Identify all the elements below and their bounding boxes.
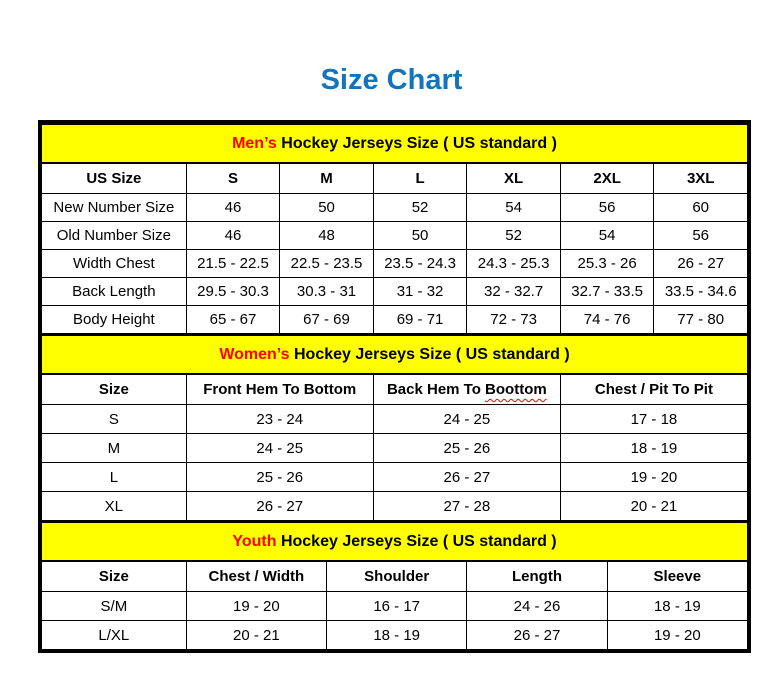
- table-cell: 30.3 - 31: [280, 278, 374, 306]
- table-cell: 19 - 20: [186, 592, 326, 621]
- column-header: M: [280, 163, 374, 194]
- column-header: S: [186, 163, 280, 194]
- table-cell: 48: [280, 222, 374, 250]
- mens-section-highlight: Men’s: [232, 134, 277, 152]
- mens-section-header: [42, 124, 748, 163]
- mens-section-title: Hockey Jerseys Size ( US standard ): [276, 134, 557, 152]
- youth-section-header: [42, 522, 748, 561]
- row-label: Body Height: [42, 306, 187, 334]
- table-cell: 54: [560, 222, 654, 250]
- row-label: L/XL: [42, 621, 187, 650]
- table-cell: 24 - 26: [467, 592, 607, 621]
- column-header-misspelled: [373, 374, 560, 405]
- table-cell: 26 - 27: [467, 621, 607, 650]
- womens-section-header: [42, 335, 748, 374]
- table-cell: 33.5 - 34.6: [654, 278, 748, 306]
- table-cell: 50: [280, 194, 374, 222]
- column-header: Chest / Width: [186, 561, 326, 592]
- table-cell: 17 - 18: [560, 405, 747, 434]
- table-cell: 20 - 21: [186, 621, 326, 650]
- table-cell: 60: [654, 194, 748, 222]
- table-cell: 21.5 - 22.5: [186, 250, 280, 278]
- misspelled-word: Boottom: [485, 381, 547, 398]
- table-cell: 18 - 19: [560, 434, 747, 463]
- youth-section-highlight: Youth: [232, 532, 277, 550]
- table-cell: 50: [373, 222, 467, 250]
- table-cell: 31 - 32: [373, 278, 467, 306]
- table-cell: 18 - 19: [607, 592, 747, 621]
- row-label: M: [42, 434, 187, 463]
- table-cell: 24 - 25: [186, 434, 373, 463]
- table-cell: 22.5 - 23.5: [280, 250, 374, 278]
- table-row: [42, 306, 748, 334]
- table-cell: 25.3 - 26: [560, 250, 654, 278]
- mens-size-table: [41, 123, 748, 334]
- column-header: Chest / Pit To Pit: [560, 374, 747, 405]
- column-header: Sleeve: [607, 561, 747, 592]
- table-cell: 74 - 76: [560, 306, 654, 334]
- table-cell: 27 - 28: [373, 492, 560, 521]
- column-header: 2XL: [560, 163, 654, 194]
- page-title: Size Chart: [320, 64, 463, 96]
- row-label: New Number Size: [42, 194, 187, 222]
- table-row: [42, 250, 748, 278]
- row-label: L: [42, 463, 187, 492]
- table-cell: 26 - 27: [186, 492, 373, 521]
- table-cell: 25 - 26: [373, 434, 560, 463]
- table-cell: 19 - 20: [607, 621, 747, 650]
- table-cell: 25 - 26: [186, 463, 373, 492]
- table-cell: 32.7 - 33.5: [560, 278, 654, 306]
- table-cell: 24 - 25: [373, 405, 560, 434]
- table-cell: 19 - 20: [560, 463, 747, 492]
- row-label: S: [42, 405, 187, 434]
- youth-size-table: [41, 521, 748, 650]
- table-cell: 46: [186, 194, 280, 222]
- table-cell: 26 - 27: [373, 463, 560, 492]
- column-header: Size: [42, 561, 187, 592]
- table-row: [42, 194, 748, 222]
- table-cell: 29.5 - 30.3: [186, 278, 280, 306]
- table-cell: 69 - 71: [373, 306, 467, 334]
- table-cell: 16 - 17: [327, 592, 467, 621]
- table-cell: 46: [186, 222, 280, 250]
- table-row: [42, 463, 748, 492]
- table-row: [42, 222, 748, 250]
- row-label: S/M: [42, 592, 187, 621]
- column-header: L: [373, 163, 467, 194]
- table-cell: 67 - 69: [280, 306, 374, 334]
- row-label: XL: [42, 492, 187, 521]
- table-row: [42, 592, 748, 621]
- youth-section-header-row: [42, 522, 748, 561]
- table-cell: 77 - 80: [654, 306, 748, 334]
- table-cell: 72 - 73: [467, 306, 561, 334]
- column-header: Length: [467, 561, 607, 592]
- column-header: US Size: [42, 163, 187, 194]
- table-row: [42, 492, 748, 521]
- mens-section-header-row: [42, 124, 748, 163]
- table-row: [42, 278, 748, 306]
- table-cell: 65 - 67: [186, 306, 280, 334]
- womens-size-table: [41, 334, 748, 521]
- column-header-text: Back Hem To: [386, 381, 486, 398]
- youth-column-header-row: [42, 561, 748, 592]
- womens-column-header-row: [42, 374, 748, 405]
- table-cell: 23 - 24: [186, 405, 373, 434]
- table-cell: 20 - 21: [560, 492, 747, 521]
- table-cell: 56: [654, 222, 748, 250]
- womens-section-highlight: Women’s: [219, 345, 290, 363]
- column-header: Front Hem To Bottom: [186, 374, 373, 405]
- youth-section-title: Hockey Jerseys Size ( US standard ): [276, 532, 557, 550]
- table-cell: 54: [467, 194, 561, 222]
- column-header: Shoulder: [327, 561, 467, 592]
- table-row: [42, 621, 748, 650]
- womens-section-title: Hockey Jerseys Size ( US standard ): [289, 345, 570, 363]
- table-cell: 56: [560, 194, 654, 222]
- column-header: 3XL: [654, 163, 748, 194]
- table-cell: 24.3 - 25.3: [467, 250, 561, 278]
- column-header: XL: [467, 163, 561, 194]
- table-cell: 18 - 19: [327, 621, 467, 650]
- row-label: Old Number Size: [42, 222, 187, 250]
- size-chart-tables: [38, 120, 751, 653]
- mens-column-header-row: [42, 163, 748, 194]
- table-cell: 32 - 32.7: [467, 278, 561, 306]
- table-row: [42, 434, 748, 463]
- row-label: Back Length: [42, 278, 187, 306]
- row-label: Width Chest: [42, 250, 187, 278]
- column-header: Size: [42, 374, 187, 405]
- table-cell: 52: [373, 194, 467, 222]
- womens-section-header-row: [42, 335, 748, 374]
- table-row: [42, 405, 748, 434]
- table-cell: 23.5 - 24.3: [373, 250, 467, 278]
- table-cell: 26 - 27: [654, 250, 748, 278]
- table-cell: 52: [467, 222, 561, 250]
